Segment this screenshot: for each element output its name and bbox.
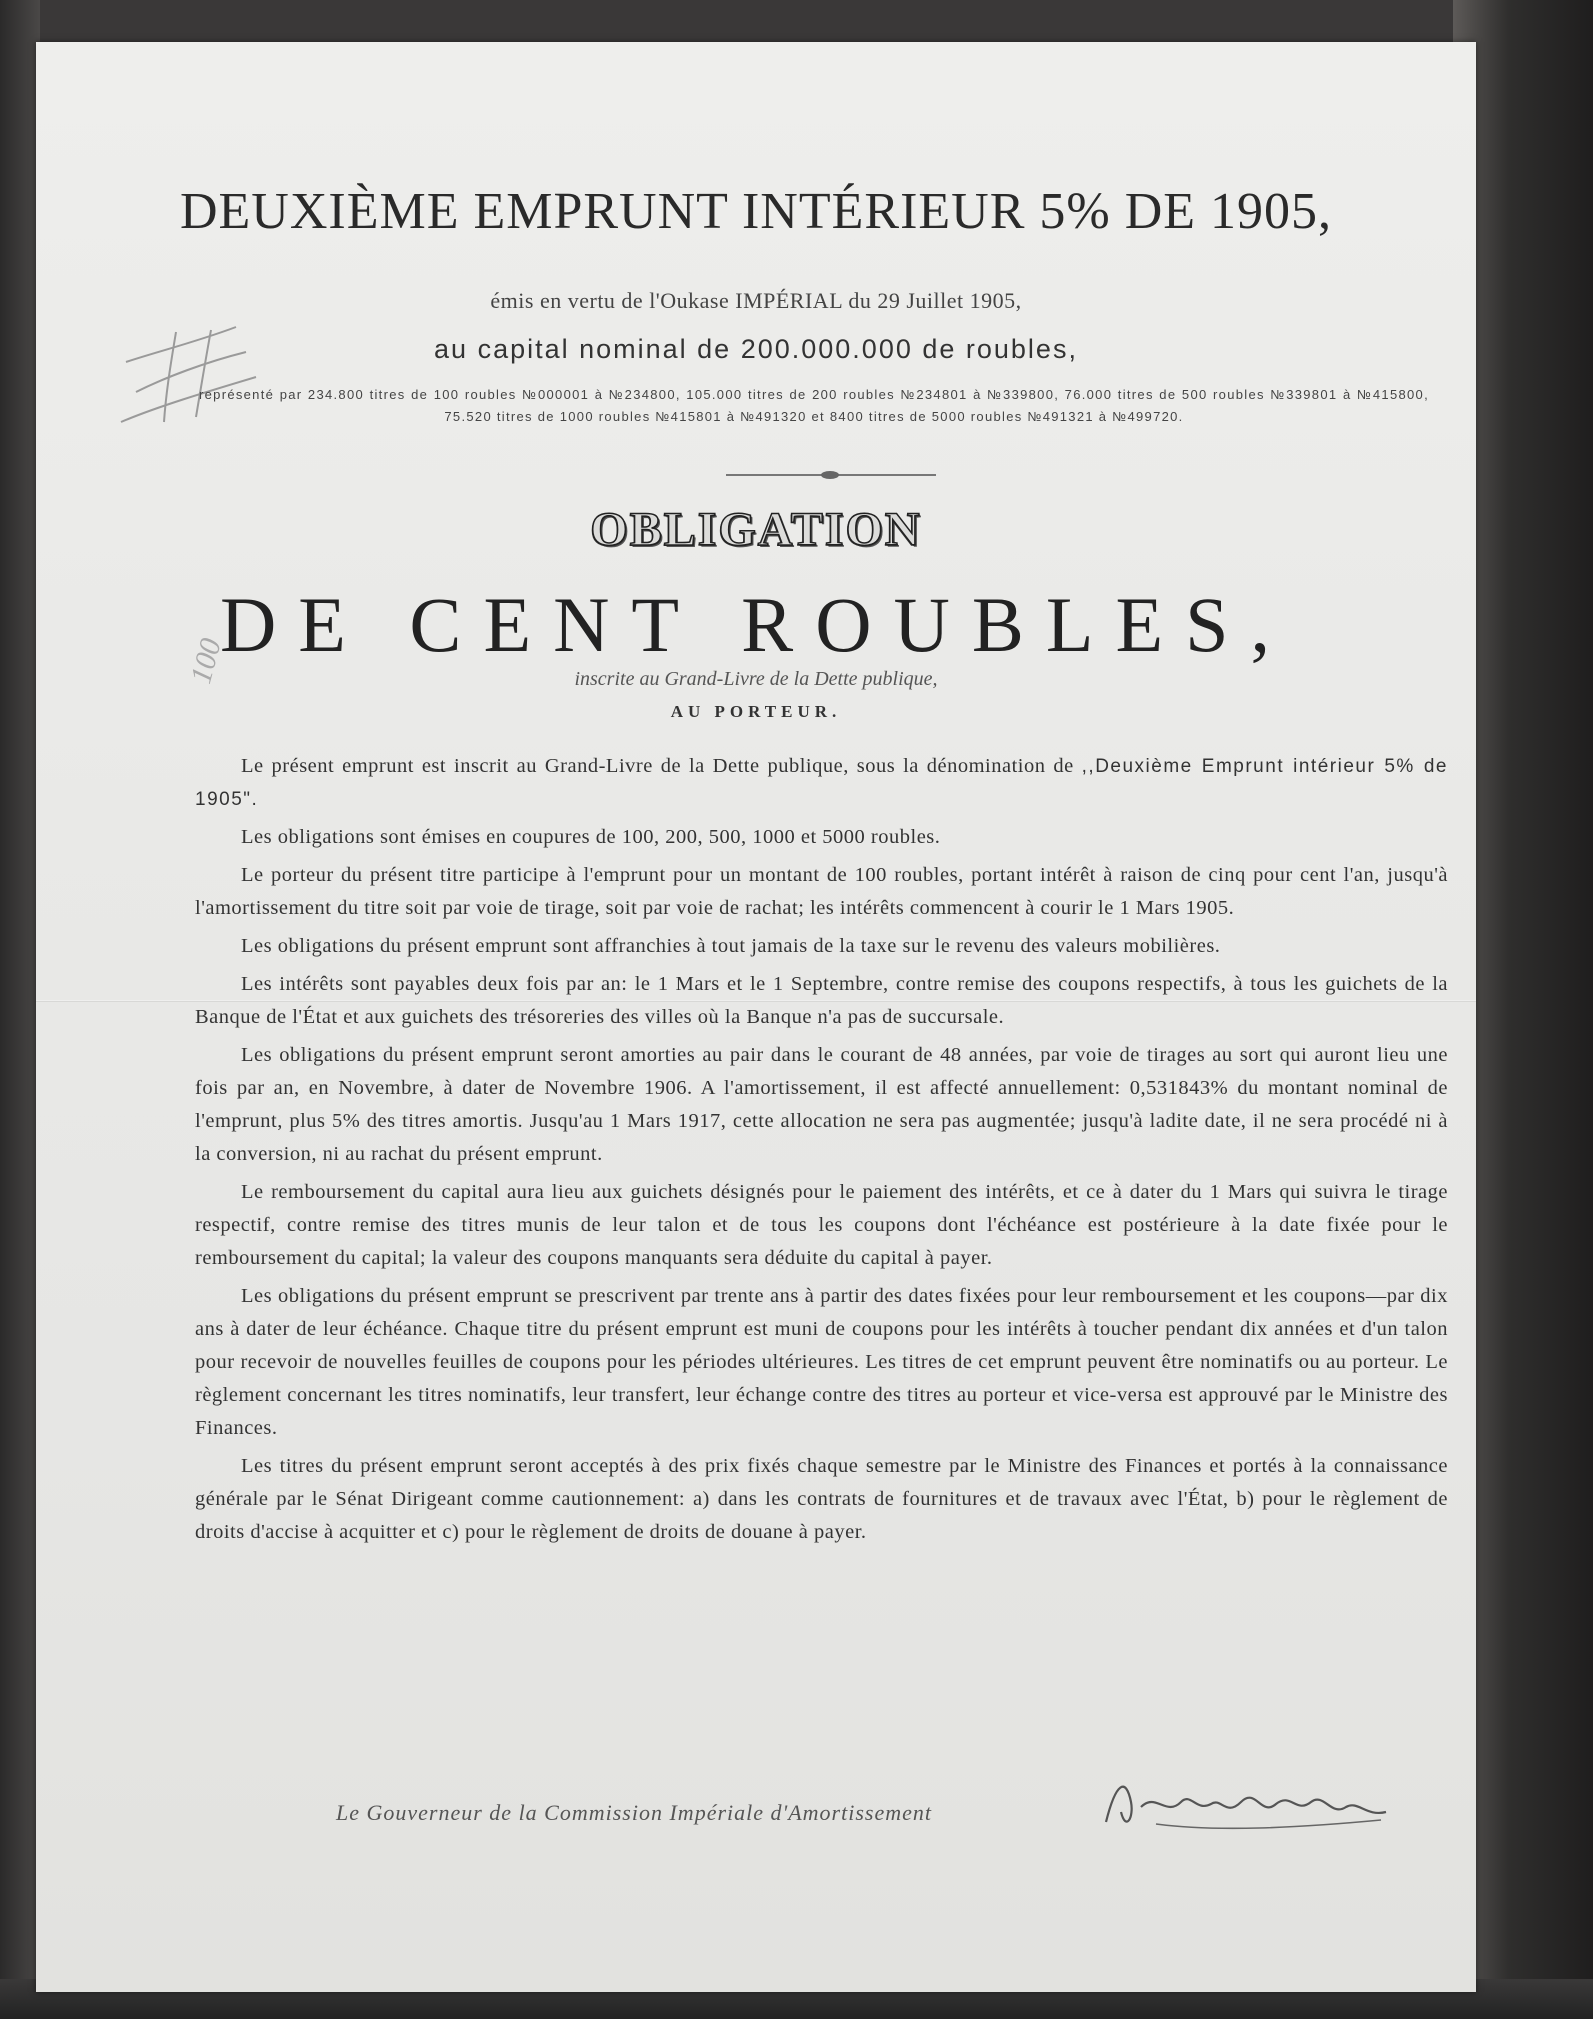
signatory-title: Le Gouverneur de la Commission Impériale d'Amortissement — [336, 1800, 932, 1825]
paragraph-6: Les obligations du présent emprunt seront amorties au pair dans le courant de 48 années, par voie de tirages au sort qui auront lieu une fois par an, en Novembre, à dater de Novembre 1906. A l'amortissement, il est affecté annuellement: 0,531843% du montant nominal de l'emprunt, plus 5% des titres amortis. Jusqu'au 1 Mars 1917, cette allocation ne sera pas augmentée; jusqu'à ladite date, il ne sera procédé ni à la conversion, ni au rachat du présent emprunt. — [195, 1044, 1448, 1165]
paragraph-4: Les obligations du présent emprunt sont affranchies à tout jamais de la taxe sur le revenu des valeurs mobilières. — [241, 935, 1221, 957]
inscription-line: inscrite au Grand-Livre de la Dette publique, — [574, 668, 938, 690]
bond-document — [36, 42, 1476, 1992]
bearer-line: AU PORTEUR. — [670, 702, 842, 721]
capital-line: au capital nominal de 200.000.000 de roubles, — [434, 334, 1078, 364]
signature — [1096, 1762, 1396, 1842]
paragraph-7: Le remboursement du capital aura lieu aux guichets désignés pour le paiement des intérêts, et ce à dater du 1 Mars qui suivra le tirage respectif, contre remise des titres munis de leur talon et de tous les coupons dont l'échéance est postérieure à la date fixée pour le remboursement du capital; la valeur des coupons manquants sera déduite du capital à payer. — [195, 1181, 1448, 1269]
paragraph-3: Le porteur du présent titre participe à l'emprunt pour un montant de 100 roubles, portant intérêt à raison de cinq pour cent l'an, jusqu'à l'amortissement du titre soit par voie de tirage, soit par voie de rachat; les intérêts commencent à courir le 1 Mars 1905. — [195, 864, 1448, 919]
loan-name: ,,Deuxième Emprunt intérieur 5% de 1905". — [195, 756, 1448, 810]
denomination-heading: DE CENT ROUBLES, — [219, 581, 1293, 668]
terms-body — [195, 750, 1448, 1554]
pencil-note: 100 — [184, 634, 228, 687]
paragraph-2: Les obligations sont émises en coupures de 100, 200, 500, 1000 et 5000 roubles. — [241, 826, 941, 848]
decree-line: émis en vertu de l'Oukase IMPÉRIAL du 29 Juillet 1905, — [490, 288, 1022, 313]
frame-left — [0, 0, 40, 2019]
paragraph-9: Les titres du présent emprunt seront acceptés à des prix fixés chaque semestre par le Ministre des Finances et portés à la connaissance générale par le Sénat Dirigeant comme cautionnement: a) dans les contrats de fournitures et de travaux avec l'État, b) pour le règlement de droits d'accise à acquitter et c) pour le règlement de droits de douane à payer. — [195, 1455, 1448, 1543]
paragraph-8: Les obligations du présent emprunt se prescrivent par trente ans à partir des dates fixées pour leur remboursement et les coupons—par dix ans à dater de leur échéance. Chaque titre du présent emprunt est muni de coupons pour les intérêts à toucher pendant dix années et d'un talon pour recevoir de nouvelles feuilles de coupons pour les périodes ultérieures. Les titres de cet emprunt peuvent être nominatifs ou au porteur. Le règlement concernant les titres nominatifs, leur transfert, leur échange contre des titres au porteur et vice-versa est approuvé par le Ministre des Finances. — [195, 1285, 1448, 1439]
representation-text: représenté par 234.800 titres de 100 roubles №000001 à №234800, 105.000 titres de 200 roubles №234801 à №339800, 76.000 titres de 500 roubles №339801 à №415800, 75.520 titres de 1000 roubles №415801 à №491320 et 8400 titres de 5000 roubles №491321 à №499720. — [199, 387, 1429, 424]
paragraph-5: Les intérêts sont payables deux fois par an: le 1 Mars et le 1 Septembre, contre remise des coupons respectifs, à tous les guichets de la Banque de l'État et aux guichets des trésoreries des villes où la Banque n'a pas de succursale. — [195, 973, 1448, 1028]
paragraph-1: Le présent emprunt est inscrit au Grand-Livre de la Dette publique, sous la dénomination de ,,Deuxième Emprunt intérieur 5% de 1905". — [195, 755, 1448, 810]
obligation-heading: OBLIGATION — [590, 503, 922, 556]
loan-title: DEUXIÈME EMPRUNT INTÉRIEUR 5% DE 1905, — [179, 183, 1333, 240]
ornamental-rule — [726, 474, 936, 476]
